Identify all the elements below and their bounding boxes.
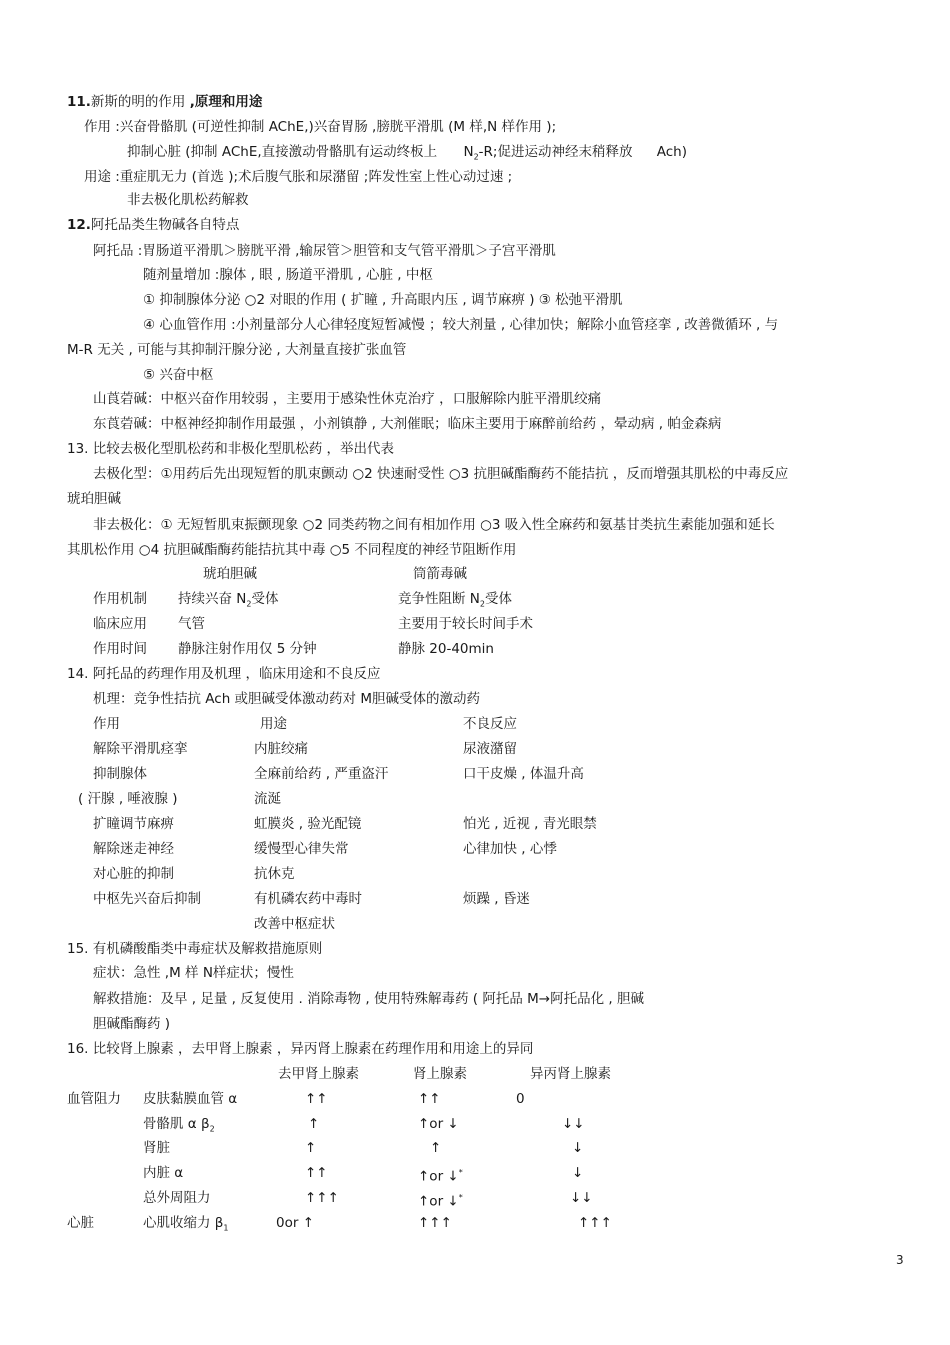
atropine-line-1: 阿托品 :胃肠道平滑肌＞膀胱平滑 ,输尿管＞胆管和支气管平滑肌＞子宫平滑肌 [93, 243, 556, 259]
row-label: 皮肤黏膜血管 α [143, 1091, 238, 1107]
table-header: 不良反应 [463, 716, 517, 732]
cell-epinephrine: ↑↑↑ [418, 1215, 452, 1231]
table-cell: 有机磷农药中毒时 [254, 891, 362, 907]
table-cell: 内脏绞痛 [254, 741, 308, 757]
table-cell: 缓慢型心律失常 [254, 841, 349, 857]
table-cell: 全麻前给药 , 严重盗汗 [254, 766, 389, 782]
table-cell: 解除迷走神经 [93, 841, 174, 857]
section-11-heading [67, 93, 262, 111]
atropine-line-6: ⑤ 兴奋中枢 [143, 367, 214, 383]
table-cell: 主要用于较长时间手术 [398, 616, 533, 632]
cell-norepinephrine: 0or ↑ [276, 1215, 315, 1231]
table-cell: 口干皮燥 , 体温升高 [463, 766, 584, 782]
table-cell: 解除平滑肌痉挛 [93, 741, 188, 757]
table-header-succinylcholine: 琥珀胆碱 [203, 566, 257, 582]
atropine-mechanism: 机理：竞争性拮抗 Ach 或胆碱受体激动药对 M胆碱受体的激动药 [93, 691, 480, 707]
cell-isoprenaline: ↓↓ [570, 1190, 593, 1206]
section-15-heading: 15. 有机磷酸酯类中毒症状及解救措施原则 [67, 941, 323, 957]
cell-isoprenaline: 0 [516, 1091, 525, 1107]
depolarizing-line-1: 去极化型：①用药后先出现短暂的肌束颤动 ○2 快速耐受性 ○3 抗胆碱酯酶药不能拮抗 ，反而增强其肌松的中毒反应 [93, 466, 789, 482]
table-cell: 对心脏的抑制 [93, 866, 174, 882]
neostigmine-use-1: 用途 :重症肌无力 (首选 );术后腹气胀和尿潴留 ;阵发性室上性心动过速 ; [84, 169, 513, 185]
scopolamine-line: 东莨菪碱：中枢神经抑制作用最强 ，小剂镇静 , 大剂催眠；临床主要用于麻醉前给药 ，晕动病 , 帕金森病 [93, 416, 722, 432]
section-16-heading: 16. 比较肾上腺素 ，去甲肾上腺素 ，异丙肾上腺素在药理作用和用途上的异同 [67, 1041, 534, 1057]
nondepolarizing-line-2: 其肌松作用 ○4 抗胆碱酯酶药能拮抗其中毒 ○5 不同程度的神经节阻断作用 [67, 542, 517, 558]
effect-text: 抑制心脏 (抑制 AChE,直接激动骨骼肌有运动终板上 [127, 144, 438, 160]
section-number: 12. [67, 217, 91, 233]
neostigmine-effect-1: 作用 :兴奋骨骼肌 (可逆性抑制 AChE,)兴奋胃肠 ,膀胱平滑肌 (M 样,N 样作用 ); [84, 119, 557, 135]
cell-epinephrine: ↑or ↓* [418, 1193, 463, 1210]
organophosphate-rescue-1: 解救措施：及早 , 足量 , 反复使用 . 消除毒物 , 使用特殊解毒药 ( 阿托品 M→阿托品化 , 胆碱 [93, 991, 644, 1007]
table-cell: 流涎 [254, 791, 281, 807]
cell-norepinephrine: ↑↑ [305, 1091, 328, 1107]
section-13-heading: 13. 比较去极化型肌松药和非极化型肌松药 ，举出代表 [67, 441, 395, 457]
cell-isoprenaline: ↓ [572, 1140, 584, 1156]
section-12-heading [67, 216, 239, 234]
section-title: 新斯的明的作用 [90, 94, 186, 110]
cell-norepinephrine: ↑↑ [305, 1165, 328, 1181]
atropine-line-2: 随剂量增加 :腺体 , 眼 , 肠道平滑肌 , 心脏 , 中枢 [143, 267, 433, 283]
table-header: 作用 [93, 716, 120, 732]
table-cell: 抗休克 [254, 866, 295, 882]
depolarizing-line-2: 琥珀胆碱 [67, 491, 121, 507]
section-title: 阿托品类生物碱各自特点 [90, 217, 240, 233]
row-label: 肾脏 [143, 1140, 170, 1156]
table-cell: 抑制腺体 [93, 766, 147, 782]
cell-norepinephrine: ↑ [305, 1140, 317, 1156]
receptor-label: $N_2-R$;促进运动神经末稍释放 [463, 144, 633, 162]
ach-label: Ach) [656, 144, 688, 160]
page-number: 3 [896, 1253, 904, 1267]
table-header-isoprenaline: 异丙肾上腺素 [530, 1066, 611, 1082]
atropine-line-4: ④ 心血管作用 :小剂量部分人心律轻度短暂减慢 ；较大剂量 , 心律加快；解除小血管痉挛 , 改善微循环 , 与 [143, 317, 779, 333]
table-cell: ( 汗腺 , 唾液腺 ) [78, 791, 178, 807]
row-label: 心肌收缩力 $\beta_1$ [143, 1215, 229, 1233]
cell-isoprenaline: ↓↓ [562, 1116, 585, 1132]
anisodamine-line: 山莨菪碱：中枢兴奋作用较弱 ，主要用于感染性休克治疗 ，口服解除内脏平滑肌绞痛 [93, 391, 602, 407]
cell-epinephrine: ↑↑ [418, 1091, 441, 1107]
group-heart: 心脏 [67, 1215, 94, 1231]
row-label: 内脏 α [143, 1165, 184, 1181]
table-cell: 中枢先兴奋后抑制 [93, 891, 201, 907]
cell-epinephrine: ↑or ↓ [418, 1116, 459, 1132]
section-number: 11. [67, 94, 91, 110]
table-cell: 尿液潴留 [463, 741, 517, 757]
cell-epinephrine: ↑ [430, 1140, 442, 1156]
table-cell: 烦躁 , 昏迷 [463, 891, 530, 907]
cell-norepinephrine: ↑ [308, 1116, 320, 1132]
table-cell: 改善中枢症状 [254, 916, 335, 932]
table-header: 用途 [260, 716, 287, 732]
table-cell: 虹膜炎 , 验光配镜 [254, 816, 362, 832]
organophosphate-rescue-2: 胆碱酯酶药 ) [93, 1016, 171, 1032]
group-vascular-resistance: 血管阻力 [67, 1091, 121, 1107]
cell-isoprenaline: ↓ [572, 1165, 584, 1181]
table-cell: 心律加快 , 心悸 [463, 841, 557, 857]
table-row-label: 作用机制 [93, 591, 147, 607]
table-cell: 怕光 , 近视 , 青光眼禁 [463, 816, 597, 832]
table-cell: 静脉注射作用仅 5 分钟 [178, 641, 317, 657]
atropine-line-3: ① 抑制腺体分泌 ○2 对眼的作用 ( 扩瞳 , 升高眼内压 , 调节麻痹 ) ③ 松弛平滑肌 [143, 292, 623, 308]
section-title-rest: ,原理和用途 [189, 94, 263, 110]
atropine-line-5: M-R 无关 , 可能与其抑制汗腺分泌 , 大剂量直接扩张血管 [67, 342, 407, 358]
organophosphate-symptoms: 症状：急性 ,M 样 N样症状；慢性 [93, 965, 294, 981]
nondepolarizing-line-1: 非去极化：① 无短暂肌束振颤现象 ○2 同类药物之间有相加作用 ○3 吸入性全麻药和氨基甘类抗生素能加强和延长 [93, 517, 775, 533]
table-cell: 竞争性阻断 $N_2$受体 [398, 591, 512, 609]
cell-epinephrine: ↑or ↓* [418, 1168, 463, 1185]
table-cell: 气管 [178, 616, 205, 632]
table-header-norepinephrine: 去甲肾上腺素 [278, 1066, 359, 1082]
row-label: 骨骼肌 α $\beta_2$ [143, 1116, 215, 1134]
neostigmine-effect-2 [127, 143, 687, 167]
neostigmine-use-2: 非去极化肌松药解救 [127, 192, 249, 208]
table-cell: 持续兴奋 $N_2$受体 [178, 591, 279, 609]
section-14-heading: 14. 阿托品的药理作用及机理 ，临床用途和不良反应 [67, 666, 381, 682]
cell-norepinephrine: ↑↑↑ [305, 1190, 339, 1206]
row-label: 总外周阻力 [143, 1190, 211, 1206]
table-header-epinephrine: 肾上腺素 [413, 1066, 467, 1082]
cell-isoprenaline: ↑↑↑ [578, 1215, 612, 1231]
table-row-label: 临床应用 [93, 616, 147, 632]
table-row-label: 作用时间 [93, 641, 147, 657]
table-cell: 静脉 20-40min [398, 641, 494, 657]
table-header-tubocurarine: 筒箭毒碱 [413, 566, 467, 582]
table-cell: 扩瞳调节麻痹 [93, 816, 174, 832]
